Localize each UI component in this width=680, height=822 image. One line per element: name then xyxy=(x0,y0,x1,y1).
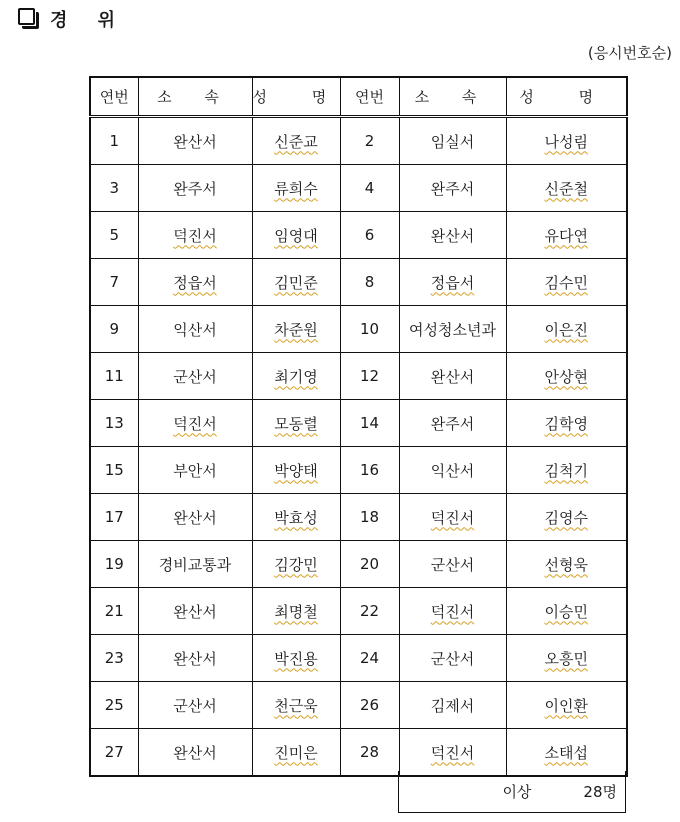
affiliation-text: 완산서 xyxy=(173,743,217,762)
cell-number xyxy=(340,588,399,635)
table-row xyxy=(90,494,627,541)
cell-affiliation xyxy=(138,541,252,588)
affiliation-text: 완주서 xyxy=(173,179,217,198)
cell-affiliation xyxy=(399,541,506,588)
cell-name xyxy=(506,447,627,494)
name-text: 임영대 xyxy=(274,226,318,245)
affiliation-text: 완산서 xyxy=(173,132,217,151)
name-text: 김민준 xyxy=(274,273,318,292)
cell-affiliation xyxy=(138,306,252,353)
header-row xyxy=(90,77,627,117)
name-text: 안상현 xyxy=(544,367,588,386)
header-number: 연번 xyxy=(340,77,399,117)
order-note: (응시번호순) xyxy=(587,44,672,62)
cell-number xyxy=(90,165,138,212)
cell-number xyxy=(340,400,399,447)
number-text: 6 xyxy=(364,226,375,244)
affiliation-text: 완산서 xyxy=(430,367,475,386)
name-text: 김강민 xyxy=(274,555,318,574)
number-text: 27 xyxy=(104,743,124,761)
cell-name xyxy=(252,259,340,306)
number-text: 11 xyxy=(104,367,124,385)
number-text: 19 xyxy=(104,555,124,573)
number-text: 3 xyxy=(109,179,120,197)
cell-number xyxy=(90,306,138,353)
name-text: 차준원 xyxy=(274,320,318,339)
total-count: 28명 xyxy=(583,783,617,801)
affiliation-text: 군산서 xyxy=(173,696,217,715)
roster-table xyxy=(89,76,628,777)
number-text: 9 xyxy=(109,320,120,338)
name-text: 김영수 xyxy=(544,508,588,527)
cell-affiliation xyxy=(399,259,506,306)
cell-name xyxy=(506,306,627,353)
cell-affiliation xyxy=(138,635,252,682)
table-row xyxy=(90,635,627,682)
cell-number xyxy=(90,729,138,777)
number-text: 13 xyxy=(104,414,124,432)
affiliation-text: 군산서 xyxy=(430,649,475,668)
name-text: 이승민 xyxy=(544,602,588,621)
cell-number xyxy=(340,259,399,306)
cell-name xyxy=(506,353,627,400)
number-text: 24 xyxy=(359,649,380,667)
affiliation-text: 덕진서 xyxy=(430,743,475,762)
affiliation-text: 경비교통과 xyxy=(158,555,232,574)
name-text: 박진용 xyxy=(274,649,318,668)
number-text: 16 xyxy=(359,461,380,479)
affiliation-text: 익산서 xyxy=(430,461,475,480)
name-text: 박양태 xyxy=(274,461,318,480)
total-label: 이상 xyxy=(502,783,532,801)
table-row xyxy=(90,353,627,400)
affiliation-text: 완산서 xyxy=(430,226,475,245)
name-text: 신준철 xyxy=(544,179,588,198)
cell-affiliation xyxy=(138,117,252,165)
cell-name xyxy=(252,400,340,447)
cell-number xyxy=(90,117,138,165)
cell-name xyxy=(252,588,340,635)
number-text: 21 xyxy=(104,602,124,620)
cell-affiliation xyxy=(399,306,506,353)
cell-affiliation xyxy=(399,447,506,494)
affiliation-text: 익산서 xyxy=(173,320,217,339)
cell-affiliation xyxy=(399,682,506,729)
cell-name xyxy=(252,635,340,682)
number-text: 26 xyxy=(359,696,380,714)
cell-name xyxy=(252,494,340,541)
affiliation-text: 덕진서 xyxy=(173,414,217,433)
cell-number xyxy=(90,353,138,400)
affiliation-text: 완주서 xyxy=(430,179,475,198)
cell-name xyxy=(506,400,627,447)
cell-affiliation xyxy=(399,212,506,259)
cell-name xyxy=(252,353,340,400)
cell-number xyxy=(90,635,138,682)
cell-affiliation xyxy=(138,400,252,447)
cell-affiliation xyxy=(138,259,252,306)
number-text: 23 xyxy=(104,649,124,667)
cell-number xyxy=(340,494,399,541)
number-text: 1 xyxy=(109,132,120,150)
box-icon xyxy=(18,8,40,30)
cell-name xyxy=(252,682,340,729)
cell-affiliation xyxy=(399,353,506,400)
table-row xyxy=(90,682,627,729)
table-row xyxy=(90,400,627,447)
total-box xyxy=(398,771,626,813)
header-affiliation: 소 속 xyxy=(138,77,252,117)
name-text: 나성림 xyxy=(544,132,588,151)
affiliation-text: 정읍서 xyxy=(173,273,217,292)
cell-number xyxy=(90,682,138,729)
cell-number xyxy=(340,541,399,588)
affiliation-text: 덕진서 xyxy=(430,508,475,527)
cell-affiliation xyxy=(399,588,506,635)
affiliation-text: 군산서 xyxy=(430,555,475,574)
header-name: 성 명 xyxy=(506,77,627,117)
cell-affiliation xyxy=(138,494,252,541)
affiliation-text: 완주서 xyxy=(430,414,475,433)
name-text: 최기영 xyxy=(274,367,318,386)
number-text: 15 xyxy=(104,461,124,479)
affiliation-text: 임실서 xyxy=(430,132,475,151)
name-text: 소태섭 xyxy=(544,743,588,762)
cell-number xyxy=(90,494,138,541)
cell-number xyxy=(340,447,399,494)
cell-affiliation xyxy=(138,588,252,635)
header-affiliation: 소 속 xyxy=(399,77,506,117)
cell-affiliation xyxy=(399,165,506,212)
number-text: 17 xyxy=(104,508,124,526)
cell-name xyxy=(506,165,627,212)
table-row xyxy=(90,306,627,353)
number-text: 4 xyxy=(364,179,375,197)
cell-name xyxy=(506,494,627,541)
cell-number xyxy=(340,729,399,777)
header-number: 연번 xyxy=(90,77,138,117)
cell-number xyxy=(90,447,138,494)
number-text: 25 xyxy=(104,696,124,714)
cell-name xyxy=(252,212,340,259)
cell-number xyxy=(340,212,399,259)
cell-affiliation xyxy=(138,353,252,400)
cell-affiliation xyxy=(399,729,506,777)
cell-number xyxy=(340,682,399,729)
table-row xyxy=(90,117,627,165)
table-row xyxy=(90,165,627,212)
affiliation-text: 정읍서 xyxy=(430,273,475,292)
cell-number xyxy=(90,541,138,588)
cell-name xyxy=(506,212,627,259)
number-text: 2 xyxy=(364,132,375,150)
number-text: 7 xyxy=(109,273,120,291)
cell-name xyxy=(506,682,627,729)
table-row xyxy=(90,588,627,635)
cell-affiliation xyxy=(399,635,506,682)
name-text: 이인환 xyxy=(544,696,588,715)
table-row xyxy=(90,212,627,259)
cell-affiliation xyxy=(138,165,252,212)
number-text: 28 xyxy=(359,743,380,761)
name-text: 모동렬 xyxy=(274,414,318,433)
name-text: 최명철 xyxy=(274,602,318,621)
name-text: 김수민 xyxy=(544,273,588,292)
header-name: 성 명 xyxy=(252,77,340,117)
affiliation-text: 덕진서 xyxy=(173,226,217,245)
cell-number xyxy=(90,588,138,635)
cell-name xyxy=(252,117,340,165)
cell-name xyxy=(506,117,627,165)
cell-number xyxy=(90,259,138,306)
name-text: 신준교 xyxy=(274,132,318,151)
cell-name xyxy=(252,541,340,588)
affiliation-text: 여성청소년과 xyxy=(409,320,496,339)
cell-name xyxy=(506,588,627,635)
number-text: 5 xyxy=(109,226,120,244)
name-text: 김학영 xyxy=(544,414,588,433)
name-text: 박효성 xyxy=(274,508,318,527)
cell-number xyxy=(90,400,138,447)
table-row xyxy=(90,729,627,777)
number-text: 8 xyxy=(364,273,375,291)
affiliation-text: 완산서 xyxy=(173,649,217,668)
number-text: 10 xyxy=(359,320,380,338)
cell-number xyxy=(90,212,138,259)
section-heading xyxy=(18,6,127,32)
cell-number xyxy=(340,117,399,165)
cell-affiliation xyxy=(399,494,506,541)
affiliation-text: 완산서 xyxy=(173,602,217,621)
cell-affiliation xyxy=(138,212,252,259)
cell-number xyxy=(340,306,399,353)
cell-number xyxy=(340,165,399,212)
cell-affiliation xyxy=(138,447,252,494)
number-text: 22 xyxy=(359,602,380,620)
cell-number xyxy=(340,353,399,400)
cell-name xyxy=(506,259,627,306)
table-row xyxy=(90,447,627,494)
affiliation-text: 덕진서 xyxy=(430,602,475,621)
cell-affiliation xyxy=(399,400,506,447)
affiliation-text: 김제서 xyxy=(430,696,475,715)
cell-name xyxy=(252,306,340,353)
number-text: 18 xyxy=(359,508,380,526)
table-row xyxy=(90,259,627,306)
name-text: 천근욱 xyxy=(274,696,318,715)
number-text: 14 xyxy=(359,414,380,432)
cell-affiliation xyxy=(399,117,506,165)
affiliation-text: 군산서 xyxy=(173,367,217,386)
cell-affiliation xyxy=(138,729,252,777)
cell-name xyxy=(252,165,340,212)
cell-affiliation xyxy=(138,682,252,729)
name-text: 류희수 xyxy=(274,179,318,198)
name-text: 유다연 xyxy=(544,226,588,245)
name-text: 이은진 xyxy=(544,320,588,339)
cell-name xyxy=(252,447,340,494)
affiliation-text: 부안서 xyxy=(173,461,217,480)
name-text: 김척기 xyxy=(544,461,588,480)
number-text: 20 xyxy=(359,555,380,573)
name-text: 선형욱 xyxy=(544,555,588,574)
number-text: 12 xyxy=(359,367,380,385)
cell-name xyxy=(506,635,627,682)
name-text: 진미은 xyxy=(274,743,318,762)
cell-name xyxy=(506,541,627,588)
cell-name xyxy=(252,729,340,777)
name-text: 오흥민 xyxy=(544,649,588,668)
heading-title: 경 위 xyxy=(50,10,128,31)
affiliation-text: 완산서 xyxy=(173,508,217,527)
cell-number xyxy=(340,635,399,682)
table-row xyxy=(90,541,627,588)
cell-name xyxy=(506,729,627,777)
